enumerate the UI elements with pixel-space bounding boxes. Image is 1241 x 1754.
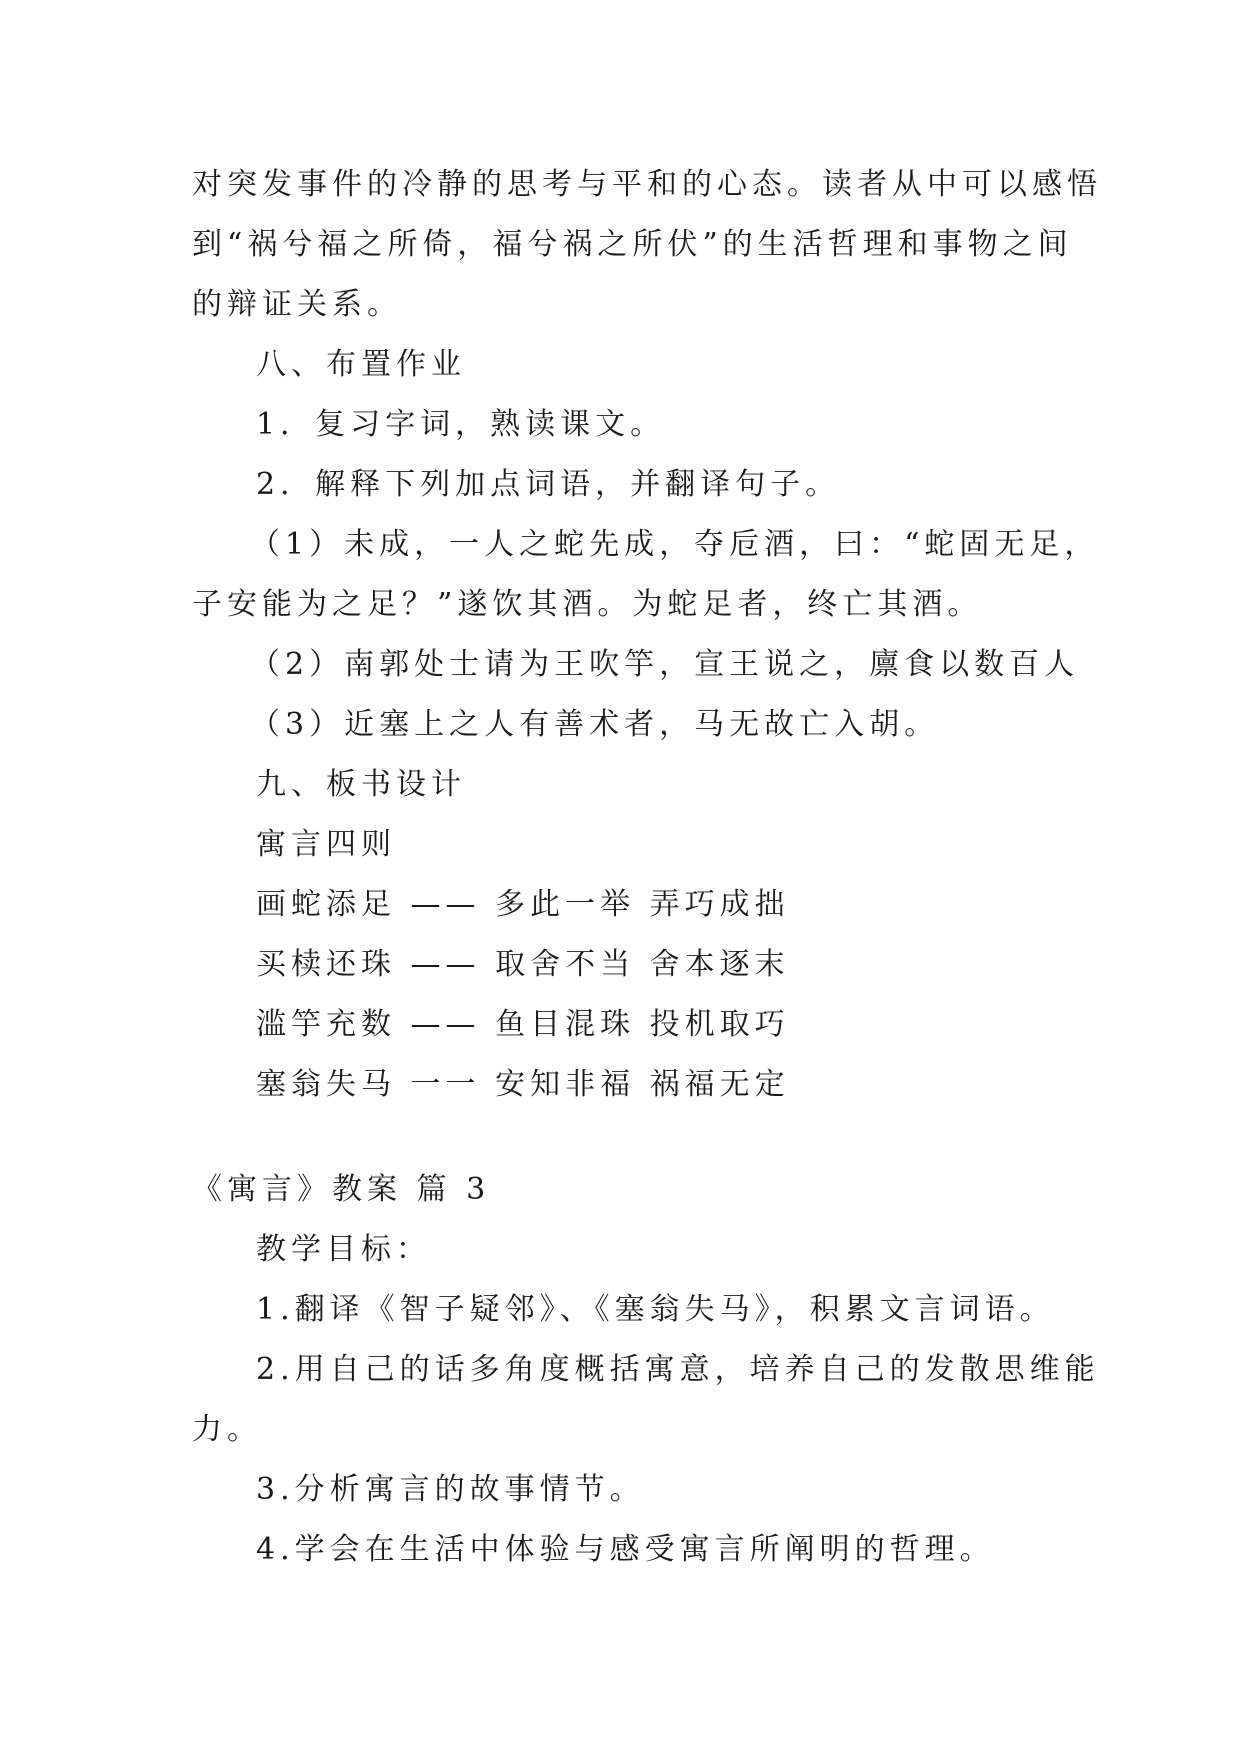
homework-sub-item-3: （3）近塞上之人有善术者，马无故亡入胡。 [250,707,940,742]
paragraph-line: 对突发事件的冷静的思考与平和的心态。读者从中可以感悟 [192,167,1102,202]
goal-item-2-cont: 力。 [192,1412,262,1447]
board-row: 画蛇添足 —— 多此一举 弄巧成拙 [256,887,790,922]
board-row: 滥竽充数 —— 鱼目混珠 投机取巧 [256,1007,790,1042]
goal-item-1: 1.翻译《智子疑邻》、《塞翁失马》，积累文言词语。 [256,1292,1055,1327]
homework-item-1: 1．复习字词，熟读课文。 [256,407,666,442]
homework-item-2: 2．解释下列加点词语，并翻译句子。 [256,467,841,502]
section-heading-homework: 八、布置作业 [256,347,466,382]
homework-sub-item-1: （1）未成，一人之蛇先成，夺卮酒，曰：“蛇固无足， [250,527,1100,562]
board-row: 买椟还珠 —— 取舍不当 舍本逐末 [256,947,790,982]
goal-item-3: 3.分析寓言的故事情节。 [256,1472,645,1507]
goal-item-4: 4.学会在生活中体验与感受寓言所阐明的哲理。 [256,1532,995,1567]
board-row: 塞翁失马 一一 安知非福 祸福无定 [256,1067,790,1102]
paragraph-line: 到“祸兮福之所倚，福兮祸之所伏”的生活哲理和事物之间 [192,227,1073,262]
goal-item-2: 2.用自己的话多角度概括寓意，培养自己的发散思维能 [256,1352,1100,1387]
paragraph-line: 的辩证关系。 [192,287,402,322]
part-title: 《寓言》教案 篇 3 [192,1172,491,1207]
section-heading-board: 九、板书设计 [256,767,466,802]
homework-sub-item-1-cont: 子安能为之足？”遂饮其酒。为蛇足者，终亡其酒。 [192,587,983,622]
goals-heading: 教学目标： [256,1232,431,1267]
homework-sub-item-2: （2）南郭处士请为王吹竽，宣王说之，廪食以数百人 [250,647,1080,682]
board-title: 寓言四则 [256,827,396,862]
